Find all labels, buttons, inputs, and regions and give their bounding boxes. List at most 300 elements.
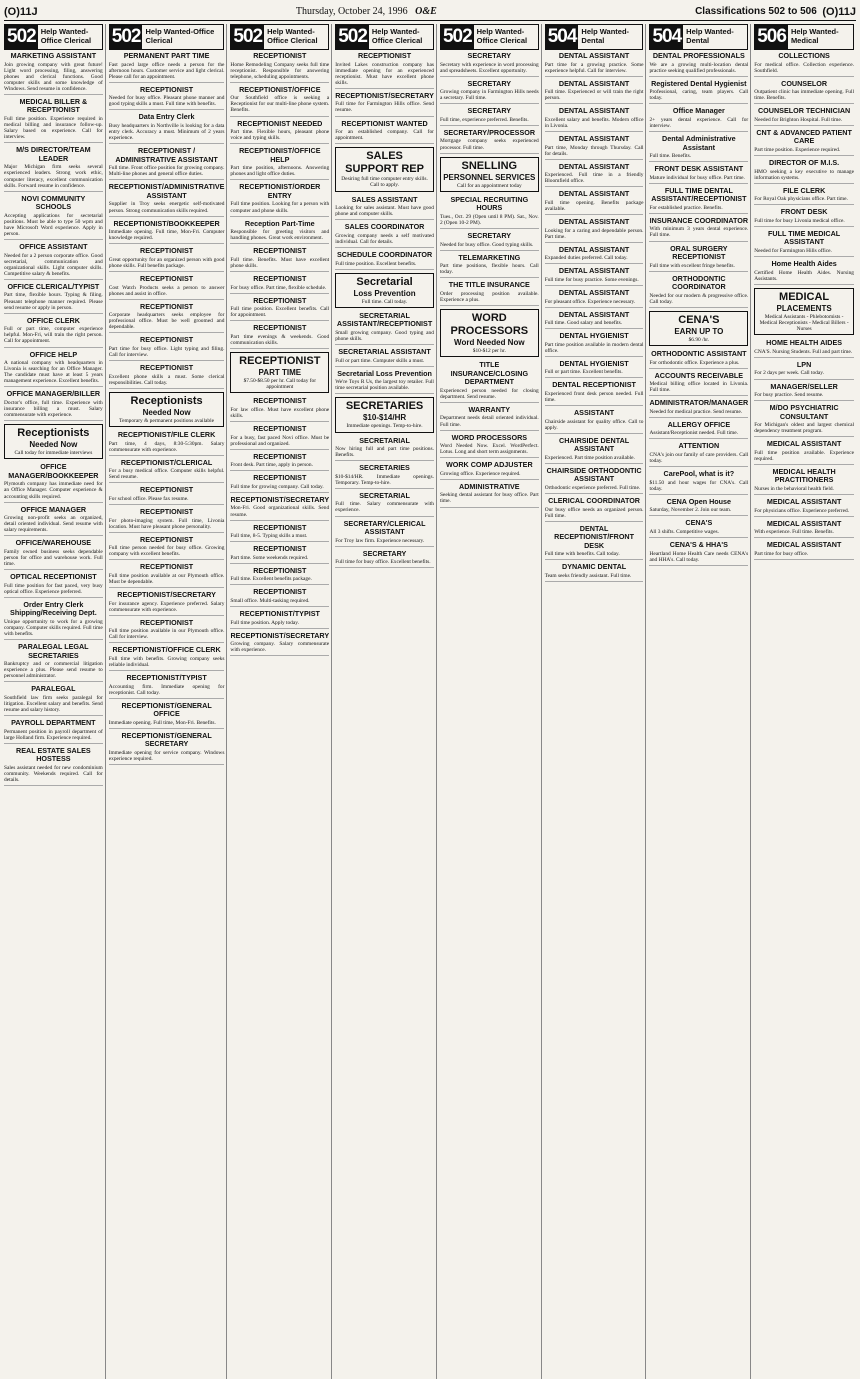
classified-ad (649, 421, 748, 440)
classified-ad (109, 431, 225, 456)
classification-header (545, 24, 644, 50)
ad-title: OFFICE ASSISTANT (19, 242, 88, 252)
classified-ad (649, 165, 748, 184)
ad-body: Full time with benefits. Call today. (544, 551, 620, 558)
classified-ad (754, 498, 854, 517)
ad-title: SECRETARY/PROCESSOR (443, 127, 536, 137)
classified-ad (230, 275, 329, 294)
ad-title: RECEPTIONIST (140, 507, 194, 517)
display-ad (335, 147, 434, 191)
classified-ad (4, 747, 103, 786)
ad-body: Full time position. Excellent benefits. Call for appointment. (230, 306, 330, 319)
ad-title: TELEMARKETING (458, 252, 521, 262)
ad-body: Growing company. Salary commensurate with experience. (230, 641, 330, 654)
classified-ad (109, 619, 225, 644)
ad-body: Department needs detail oriented individual. Full time. (439, 415, 539, 428)
ad-title: RECEPTIONIST (253, 295, 307, 305)
ad-body: Part time for busy office. Light typing and filing. Call for interview. (108, 345, 225, 359)
classified-ad (649, 442, 748, 467)
classified-ad (109, 563, 225, 588)
classified-ad (754, 383, 854, 402)
ad-title: RECEPTIONIST (253, 51, 307, 60)
ad-title: COLLECTIONS (778, 51, 830, 60)
ad-body: $11.50 and hour wages for CNA's. Call today. (649, 479, 749, 492)
ad-title: SECRETARY (467, 78, 512, 88)
classification-label: Help Wanted-Office Clerical (40, 27, 92, 45)
ad-body: Needed for a 2 person corporate office. Good secretarial, communication and organizational skills. Light computer skills. Competitive salary & benefits. (4, 252, 103, 277)
ad-title: RECEPTIONIST (140, 617, 194, 627)
classified-ad (754, 159, 854, 184)
ad-body: Part time positions, flexible hours. Call today. (439, 263, 539, 276)
classified-ad (4, 351, 103, 388)
display-ad-headline: MEDICAL (779, 290, 830, 303)
ad-body: For 2 days per week. Call today. (754, 370, 824, 377)
ad-title: RECEPTIONIST (253, 424, 307, 434)
ad-title: DENTAL ASSISTANT (558, 78, 630, 88)
ad-body: Full or part time. Computer skills a must. (335, 357, 425, 364)
ad-title: ATTENTION (678, 441, 720, 451)
classified-ad (335, 196, 434, 221)
ad-body: Full time with excellent fringe benefits. (649, 262, 735, 269)
ad-title: RECEPTIONIST/SECRETARY (230, 494, 330, 504)
ad-body: Full time with benefits. Growing company seeks reliable individual. (108, 655, 225, 669)
ad-body: Full time. Excellent benefits package. (230, 576, 312, 583)
ad-body: Front desk. Part time, apply in person. (230, 462, 313, 469)
display-ad-headline: SALES SUPPORT REP (345, 150, 424, 176)
ad-title: SCHEDULE COORDINATOR (336, 250, 433, 260)
ad-body: Expanded duties preferred. Call today. (544, 255, 628, 262)
ad-title: ALLERGY OFFICE (667, 419, 731, 429)
classified-ad (230, 183, 329, 216)
display-ad-text: Temporary & permanent positions available (119, 417, 214, 424)
ad-body: Full time position. Excellent benefits. (335, 260, 417, 267)
classified-ad (545, 563, 644, 582)
ad-title: MEDICAL HEALTH PRACTITIONERS (772, 466, 836, 485)
classification-label: Help Wanted-Office Clerical (267, 27, 318, 45)
classification-number: 502 (442, 26, 472, 47)
ad-body: Saturday, November 2. Join our team. (649, 507, 732, 514)
display-ad (230, 352, 329, 393)
ad-title: Registered Dental Hygienist (651, 78, 747, 88)
ad-title: SECRETARIAL (359, 490, 410, 500)
ad-body: For medical office. Collection experience. Southfield. (754, 61, 854, 74)
classified-ad (440, 434, 539, 459)
ad-body: Assistant/Receptionist needed. Full time. (649, 430, 738, 437)
classification-number: 502 (7, 26, 36, 47)
classified-ad (754, 520, 854, 539)
ad-body: For orthodontic office. Experience a plus. (649, 359, 740, 366)
classified-ad (649, 52, 748, 77)
classified-ad (440, 196, 539, 229)
ad-body: For pleasant office. Experience necessary. (544, 298, 636, 305)
classified-ad (754, 230, 854, 257)
display-ad-text: $7.50-$8.50 per hr. Call today for appointment (243, 377, 317, 391)
ad-body: Full time. Good salary and benefits. (544, 320, 623, 327)
classified-ad (545, 218, 644, 243)
classified-ad (335, 437, 434, 462)
ad-body: 2+ years dental experience. Call for interview. (649, 116, 749, 129)
ad-title: DENTAL PROFESSIONALS (652, 51, 745, 60)
classified-ad (230, 588, 329, 607)
classified-ad (109, 275, 225, 300)
classified-ad (109, 303, 225, 334)
classified-ad (545, 467, 644, 494)
ad-body: With experience. Full time. Benefits. (754, 529, 834, 536)
classified-ad (649, 275, 748, 308)
classified-ad (109, 52, 225, 83)
ad-title: RECEPTIONIST (253, 451, 307, 461)
classified-ad (545, 437, 644, 464)
ad-body: Full time person needed for busy office. Growing company with excellent benefits. (108, 545, 225, 558)
masthead (4, 3, 856, 21)
classified-ad (545, 163, 644, 188)
classified-ad (545, 107, 644, 132)
ad-body: For busy office. Part time, flexible schedule. (230, 284, 327, 291)
column-3 (230, 24, 332, 1379)
classified-ad (335, 520, 434, 547)
classified-ad (4, 643, 103, 682)
ad-title: Data Entry Clerk (138, 112, 195, 122)
ad-body: Part time. Flexible hours, pleasant phone voice and typing skills. (230, 129, 330, 142)
classified-ad (4, 685, 103, 716)
display-ad-headline: Secretarial (356, 275, 413, 288)
ad-body: Full time. Salary commensurate with experience. (335, 501, 434, 514)
ad-title: RECEPTIONIST (140, 335, 194, 345)
classified-ad (754, 129, 854, 156)
ad-body: Full time position. Experience required in medical billing and insurance follow-up. Salary based on experience. Call for interview. (4, 115, 103, 141)
classified-columns (4, 24, 856, 1379)
display-ad (440, 309, 539, 357)
classified-ad (754, 361, 854, 380)
classified-ad (545, 409, 644, 434)
ad-body: For school office. Please fax resume. (108, 495, 189, 502)
classified-ad (230, 567, 329, 586)
ad-body: Full time, experience preferred. Benefits. (439, 116, 529, 123)
classification-label: Help Wanted-Office Clerical (371, 27, 423, 45)
ad-body: With minimum 3 years dental experience. Full time. (649, 226, 749, 239)
ad-body: Sales assistant needed for new condominium community. Weekends required. Call for details. (4, 764, 103, 784)
display-ad (440, 157, 539, 192)
ad-body: $10-$14/HR. Immediate openings. Temporary. Temp-to-hire. (335, 473, 434, 486)
ad-title: MEDICAL BILLER & RECEPTIONIST (19, 96, 88, 115)
ad-body: Seeking dental assistant for busy office. Part time. (439, 492, 539, 505)
classified-ad (649, 80, 748, 105)
ad-title: TITLE INSURANCE/CLOSING DEPARTMENT (450, 360, 529, 387)
ad-title: RECEPTIONIST (253, 323, 307, 333)
classified-ad (335, 464, 434, 489)
classified-ad (545, 381, 644, 406)
ad-body: Needed for busy office. Pleasant phone manner and good typing skills a must. Full time with benefits. (108, 95, 225, 108)
classified-ad (335, 492, 434, 517)
ad-body: CNA's join our family of care providers. Call today. (649, 451, 749, 465)
ad-title: SECRETARY (467, 106, 512, 116)
ad-title: OPTICAL RECEPTIONIST (10, 572, 97, 582)
ad-body: For a busy medical office. Computer skills helpful. Send resume. (108, 468, 225, 481)
ad-body: Cost Watch Products seeks a person to answer phones and assist in office. (108, 284, 225, 297)
display-ad-headline: SECRETARIES (345, 400, 424, 413)
display-ad-subhead: PLACEMENTS (776, 303, 832, 313)
ad-body: Excellent salary and benefits. Modern office in Livonia. (544, 116, 644, 129)
ad-body: Accepting applications for secretarial positions. Must be able to type 50 wpm and have Microsoft Word experience. Apply in person. (4, 212, 103, 237)
ad-title: RECEPTIONIST NEEDED (237, 118, 323, 128)
ad-body: All 3 shifts. Competitive wages. (649, 528, 719, 535)
display-ad-text: $6.90 /hr. (688, 336, 710, 343)
ad-title: OFFICE MANAGER/BOOKKEEPER (8, 462, 99, 480)
ad-body: Looking for sales assistant. Must have good phone and computer skills. (335, 205, 434, 218)
ad-title: RECEPTIONIST/GENERAL SECRETARY (121, 730, 212, 749)
classified-ad (230, 425, 329, 450)
classified-ad (440, 254, 539, 279)
display-ad-subhead: $10-$14/HR (362, 413, 407, 423)
classified-ad (754, 107, 854, 126)
ad-body: Word Needed Now. Excel. WordPerfect. Lotus. Long and short term assignments. (439, 443, 539, 456)
ad-body: Immediate opening. Full time, Mon-Fri. Computer knowledge required. (108, 229, 225, 242)
ad-body: Experienced. Part time position available. (544, 454, 635, 461)
classified-ad (4, 719, 103, 744)
ad-body: Full time position. Looking for a person with computer and phone skills. (230, 201, 330, 214)
ad-body: Now hiring full and part time positions. Benefits. (335, 446, 434, 459)
classified-ad (109, 459, 225, 484)
classified-ad (4, 601, 103, 640)
classified-ad (545, 80, 644, 105)
classified-ad (4, 146, 103, 191)
classified-ad (4, 463, 103, 502)
display-ad-subhead: Needed Now (29, 440, 78, 450)
ad-title: RECEPTIONIST / ADMINISTRATIVE ASSISTANT (115, 146, 218, 164)
classified-ad (109, 646, 225, 671)
ad-title: RECEPTIONIST (253, 274, 307, 283)
ad-body: We are a growing multi-location dental practice seeking qualified professionals. (649, 61, 749, 74)
ad-title: SALES COORDINATOR (344, 222, 425, 232)
classified-ad (649, 135, 748, 162)
display-ad-subhead: EARN UP TO (674, 326, 724, 336)
classification-number: 504 (547, 26, 577, 47)
classified-ad (109, 147, 225, 180)
classified-ad (109, 86, 225, 111)
ad-title: RECEPTIONIST/CLERICAL (120, 457, 213, 467)
ad-title: WARRANTY (468, 404, 511, 414)
ad-title: PAYROLL DEPARTMENT (11, 718, 96, 728)
ad-title: SECRETARIAL (359, 435, 410, 445)
classified-ad (230, 324, 329, 349)
ad-body: For insurance agency. Experience preferred. Salary commensurate with experience. (108, 600, 225, 613)
classified-ad (230, 474, 329, 493)
classified-ad (335, 550, 434, 569)
ad-title: Secretarial Loss Prevention (337, 368, 432, 378)
ad-title: NOVI COMMUNITY SCHOOLS (21, 193, 86, 212)
ad-title: ADMINISTRATIVE (459, 481, 520, 491)
classification-label: Help Wanted-Medical (790, 27, 839, 45)
ad-title: OFFICE MANAGER (20, 504, 87, 514)
ad-body: Responsible for greeting visitors and handling phones. Great work environment. (230, 229, 330, 242)
display-ad (649, 311, 748, 346)
classified-ad (230, 120, 329, 145)
ad-body: We're Toys R Us, the largest toy retailer. Full time secretarial position available. (335, 379, 434, 392)
display-ad-subhead: Word Needed Now (454, 338, 525, 348)
ad-title: WORD PROCESSORS (451, 432, 528, 442)
ad-body: For established practice. Benefits. (649, 204, 723, 211)
ad-body: Outpatient clinic has immediate opening. Full time. Benefits. (754, 89, 854, 102)
ad-body: Home Remodeling Company seeks full time receptionist. Responsible for answering telephone, scheduling appointments. (230, 61, 330, 80)
ad-title: RECEPTIONIST/TYPIST (126, 673, 207, 683)
ad-body: Part time position, afternoons. Answering phones and light office duties. (230, 165, 330, 178)
classified-ad (109, 508, 225, 533)
ad-title: WORK COMP ADJUSTER (445, 460, 533, 470)
ad-body: Nurses in the behavioral health field. (754, 485, 834, 492)
ad-body: Family owned business seeks dependable person for office and warehouse work. Full time. (4, 548, 103, 568)
ad-title: RECEPTIONIST/OFFICE CLERK (112, 645, 221, 655)
ad-body: For Troy law firm. Experience necessary. (335, 537, 425, 544)
classification-number: 502 (111, 26, 141, 47)
ad-body: Part time evenings & weekends. Good communication skills. (230, 333, 330, 346)
ad-body: Full time, 8-5. Typing skills a must. (230, 533, 308, 540)
ad-body: Southfield law firm seeks paralegal for litigation. Excellent salary and benefits. Send resume and salary history. (4, 694, 103, 714)
display-ad-text: Full time. Call today. (361, 298, 408, 305)
classified-ad (754, 541, 854, 560)
display-ad-headline: Receptionists (17, 427, 90, 440)
ad-body: A national company with headquarters in Livonia is searching for an Office Manager. The candidate must have at least 5 years management experience. Excellent benefits. (4, 360, 103, 385)
ad-body: Accounting firm. Immediate opening for receptionist. Call today. (108, 683, 225, 696)
ad-body: Part time position. Experience required. (754, 146, 841, 153)
ad-title: DYNAMIC DENTAL (562, 562, 627, 572)
classified-ad (545, 135, 644, 160)
classification-label: Help Wanted-Dental (581, 27, 630, 45)
ad-title: Order Entry Clerk Shipping/Receiving Dept. (10, 599, 97, 618)
ad-body: For Royal Oak physicians office. Part time. (754, 196, 848, 203)
classification-number: 506 (757, 26, 786, 47)
ad-title: FULL TIME DENTAL ASSISTANT/RECEPTIONIST (651, 185, 747, 204)
display-ad-text: Medical Assistants - Phlebotomists - Medical Receptionists - Medical Billers - Nurses (759, 313, 849, 333)
ad-body: Needed for Farmington Hills office. (754, 247, 832, 254)
ad-title: ASSISTANT (573, 408, 615, 418)
date-text: Thursday, October 24, 1996 (295, 6, 408, 17)
ad-body: Full time position. Apply today. (230, 619, 299, 626)
ad-body: For law office. Must have excellent phone skills. (230, 406, 330, 419)
ad-body: Needed for busy office. Good typing skills. (439, 241, 534, 248)
ad-title: CENA Open House (666, 496, 732, 506)
classified-ad (109, 732, 225, 765)
classified-ad (440, 461, 539, 480)
ad-title: DENTAL ASSISTANT (558, 189, 630, 199)
ad-title: RECEPTIONIST (253, 587, 307, 597)
ad-title: RECEPTIONIST (253, 565, 307, 575)
ad-title: OFFICE HELP (29, 349, 78, 359)
classified-ad (440, 483, 539, 508)
ad-title: DENTAL RECEPTIONIST (552, 380, 636, 390)
classified-ad (109, 591, 225, 616)
ad-title: DENTAL ASSISTANT (558, 244, 630, 254)
ad-title: ORTHODONTIC COORDINATOR (672, 273, 726, 292)
classification-header (109, 24, 225, 50)
ad-title: SALES ASSISTANT (351, 194, 418, 204)
display-ad-subhead: PART TIME (258, 367, 302, 377)
ad-body: Full time for busy Livonia medical office. (754, 217, 845, 224)
display-ad-headline: Receptionists (130, 394, 203, 407)
ad-title: Dental Administrative Assistant (662, 134, 736, 152)
classification-number: 504 (652, 26, 682, 47)
ad-body: Permanent position in payroll department of large Holland firm. Experience required. (4, 728, 103, 741)
ad-title: DIRECTOR OF M.I.S. (769, 158, 840, 168)
ad-title: SECRETARY (467, 231, 512, 241)
ad-title: MANAGER/SELLER (770, 381, 838, 391)
classified-ad (754, 52, 854, 77)
ad-body: Full time position for fast paced, very busy optical office. Experience preferred. (4, 582, 103, 595)
ad-title: LPN (796, 359, 812, 369)
ad-title: OFFICE MANAGER/BILLER (6, 389, 101, 399)
ad-body: Great opportunity for an organized person with good phone skills. Full benefits package. (108, 256, 225, 269)
ad-title: MEDICAL ASSISTANT (766, 518, 842, 528)
classification-header (4, 24, 103, 50)
ad-title: CNT & ADVANCED PATIENT CARE (756, 127, 852, 146)
classified-ad (649, 541, 748, 566)
ad-title: COUNSELOR (781, 78, 828, 88)
ad-title: CHAIRSIDE DENTAL ASSISTANT (559, 435, 630, 454)
display-ad-headline: SNELLING (461, 159, 518, 172)
ad-body: Full time for busy practice. Some evenings. (544, 276, 639, 283)
ad-title: RECEPTIONIST (253, 473, 307, 483)
classified-ad (754, 187, 854, 206)
ad-body: Mortgage company seeks experienced processor. Full time. (439, 138, 539, 151)
ad-body: Supplier in Troy seeks energetic self-motivated person. Strong communication skills required. (108, 201, 225, 214)
classified-ad (649, 519, 748, 538)
classified-ad (4, 539, 103, 570)
ad-title: MEDICAL ASSISTANT (766, 540, 842, 550)
classified-ad (109, 702, 225, 729)
ad-title: THE TITLE INSURANCE (448, 280, 530, 290)
ad-title: ADMINISTRATOR/MANAGER (649, 398, 749, 408)
ad-title: FILE CLERK (782, 185, 826, 195)
classified-ad (109, 113, 225, 144)
ad-title: RECEPTIONIST (140, 562, 194, 572)
column-1 (4, 24, 106, 1379)
classified-ad (109, 247, 225, 272)
ad-body: Our Southfield office is seeking a Receptionist for our multi-line phone system. Benefits. (230, 95, 330, 114)
section-title: Classifications 502 to 506 (695, 6, 817, 17)
column-7 (649, 24, 751, 1379)
column-6 (545, 24, 647, 1379)
ad-body: Immediate opening for service company. Windows experience required. (108, 749, 225, 763)
classified-ad (4, 283, 103, 314)
ad-body: Tues., Oct. 29 (Open until 8 PM). Sat., Nov. 2 (Open 10-2 PM). (439, 213, 539, 226)
classified-ad (230, 297, 329, 322)
ad-title: RECEPTIONIST (253, 544, 307, 554)
ad-title: FRONT DESK ASSISTANT (654, 164, 744, 174)
classification-number: 502 (338, 26, 367, 47)
ad-title: DENTAL HYGIENIST (559, 331, 629, 341)
display-ad-text: Call for an appointment today (456, 182, 522, 189)
ad-body: Experienced person needed for closing department. Send resume. (439, 387, 539, 400)
ad-body: Full time. Benefits. (649, 153, 692, 160)
classified-ad (109, 364, 225, 389)
classified-ad (649, 217, 748, 242)
ad-body: Corporate headquarters seeks employee for professional office. Must be well groomed and dependable. (108, 312, 225, 331)
ad-body: Unique opportunity to work for a growing company. Computer skills required. Full time with benefits. (4, 618, 103, 638)
ad-title: RECEPTIONIST/GENERAL OFFICE (121, 700, 212, 719)
classified-ad (230, 496, 329, 521)
ad-body: Certified Home Health Aides. Nursing Assistants. (754, 269, 854, 282)
ad-title: SECRETARY (467, 51, 512, 60)
ad-body: CNA'S. Nursing Students. Full and part time. (754, 348, 853, 355)
column-8 (754, 24, 856, 1379)
ad-body: Full time opening. Benefits package available. (544, 199, 644, 213)
ad-title: RECEPTIONIST (140, 274, 194, 283)
display-ad (109, 392, 225, 427)
ad-title: RECEPTIONIST/SECRETARY (335, 90, 434, 100)
classified-ad (545, 267, 644, 286)
ad-body: Part time, flexible hours. Typing & filing. Pleasant telephone manner required. Please send resume or apply in person. (4, 292, 103, 311)
classified-ad (754, 468, 854, 495)
ad-body: Doctor's office, full time. Experience with insurance billing a must. Salary commensurate with experience. (4, 399, 103, 419)
